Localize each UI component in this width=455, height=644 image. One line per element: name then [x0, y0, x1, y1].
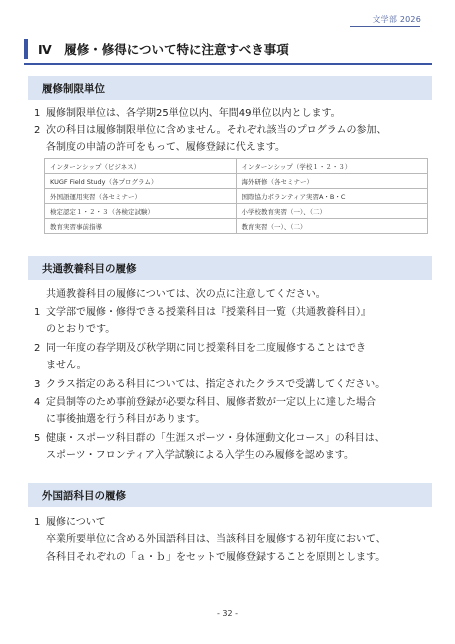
table-row	[45, 174, 428, 189]
table-row	[45, 204, 428, 219]
table-cell: KUGF Field Study（各プログラム）	[45, 174, 237, 189]
list-item-text: 履修について	[46, 517, 106, 528]
table-row	[45, 159, 428, 174]
list-item-continuation: スポーツ・フロンティア入学試験による入学生のみ履修を認めます。	[46, 450, 354, 461]
list-item-number: 3	[34, 379, 41, 390]
list-item	[34, 107, 341, 121]
table-cell: 教育実習（一）、（二）	[236, 219, 428, 234]
list-item-number: 2	[34, 343, 41, 354]
table-row	[45, 219, 428, 234]
list-item-number: 1	[34, 108, 41, 119]
list-item	[34, 124, 387, 138]
list-item-number: 1	[34, 517, 41, 528]
list-item-number: 1	[34, 307, 41, 318]
list-item-text: 定員制等のため事前登録が必要な科目、履修者数が一定以上に達した場合	[46, 397, 376, 408]
chapter-title: Ⅳ 履修・修得について特に注意すべき事項	[38, 42, 289, 57]
list-item-text: クラス指定のある科目については、指定されたクラスで受講してください。	[46, 379, 386, 390]
header-rule	[350, 26, 420, 27]
list-item	[34, 342, 366, 356]
table-cell: 検定認定１・２・３（各検定試験）	[45, 204, 237, 219]
table-cell: 教育実習事前指導	[45, 219, 237, 234]
list-item-text: 文学部で履修・修得できる授業科目は『授業科目一覧（共通教養科目）』	[46, 307, 371, 318]
table-cell: 小学校教育実習（一）、（二）	[236, 204, 428, 219]
list-item	[34, 396, 376, 410]
section-heading-foreign-language: 外国語科目の履修	[28, 483, 432, 507]
list-item-continuation: のとおりです。	[46, 324, 116, 335]
table-cell: インターンシップ（ビジネス）	[45, 159, 237, 174]
table-row	[45, 189, 428, 204]
section-heading-general-education: 共通教養科目の履修	[28, 256, 432, 280]
chapter-accent-bar	[24, 39, 28, 59]
header-label: 文学部 2026	[372, 15, 421, 24]
table-cell: 国際協力ボランティア実習A・B・C	[236, 189, 428, 204]
list-item-continuation: ません。	[46, 360, 87, 371]
list-item-number: 2	[34, 125, 41, 136]
list-item	[34, 432, 385, 446]
list-item-continuation: 各科目それぞれの「ａ・ｂ」をセットで履修登録することを原則とします。	[46, 552, 386, 563]
table-cell: インターンシップ（学校１・２・３）	[236, 159, 428, 174]
list-item-continuation: 卒業所要単位に含める外国語科目は、当該科目を履修する初年度において、	[46, 534, 386, 545]
list-item-continuation: 各制度の申請の許可をもって、履修登録に代えます。	[46, 142, 285, 153]
list-item-number: 5	[34, 433, 41, 444]
chapter-title-bar	[24, 38, 432, 60]
table-cell: 海外研修（各セミナー）	[236, 174, 428, 189]
list-item-text: 次の科目は履修制限単位に含めません。それぞれ該当のプログラムの参加、	[46, 125, 387, 136]
section-heading-credit-limit: 履修制限単位	[28, 76, 432, 100]
exempt-courses-table	[44, 158, 428, 234]
list-item-continuation: に事後抽選を行う科目があります。	[46, 414, 206, 425]
chapter-divider	[24, 63, 432, 65]
list-item	[34, 378, 385, 392]
list-item-text: 健康・スポーツ科目群の「生涯スポーツ・身体運動文化コース」の科目は、	[46, 433, 385, 444]
section-intro: 共通教養科目の履修については、次の点に注意してください。	[46, 289, 326, 300]
page-number: - 32 -	[216, 609, 239, 618]
table-cell: 外国語運用実習（各セミナー）	[45, 189, 237, 204]
list-item-number: 4	[34, 397, 41, 408]
list-item	[34, 306, 371, 320]
list-item	[34, 516, 106, 530]
list-item-text: 履修制限単位は、各学期25単位以内、年間49単位以内とします。	[46, 108, 341, 119]
list-item-text: 同一年度の春学期及び秋学期に同じ授業科目を二度履修することはでき	[46, 343, 366, 354]
